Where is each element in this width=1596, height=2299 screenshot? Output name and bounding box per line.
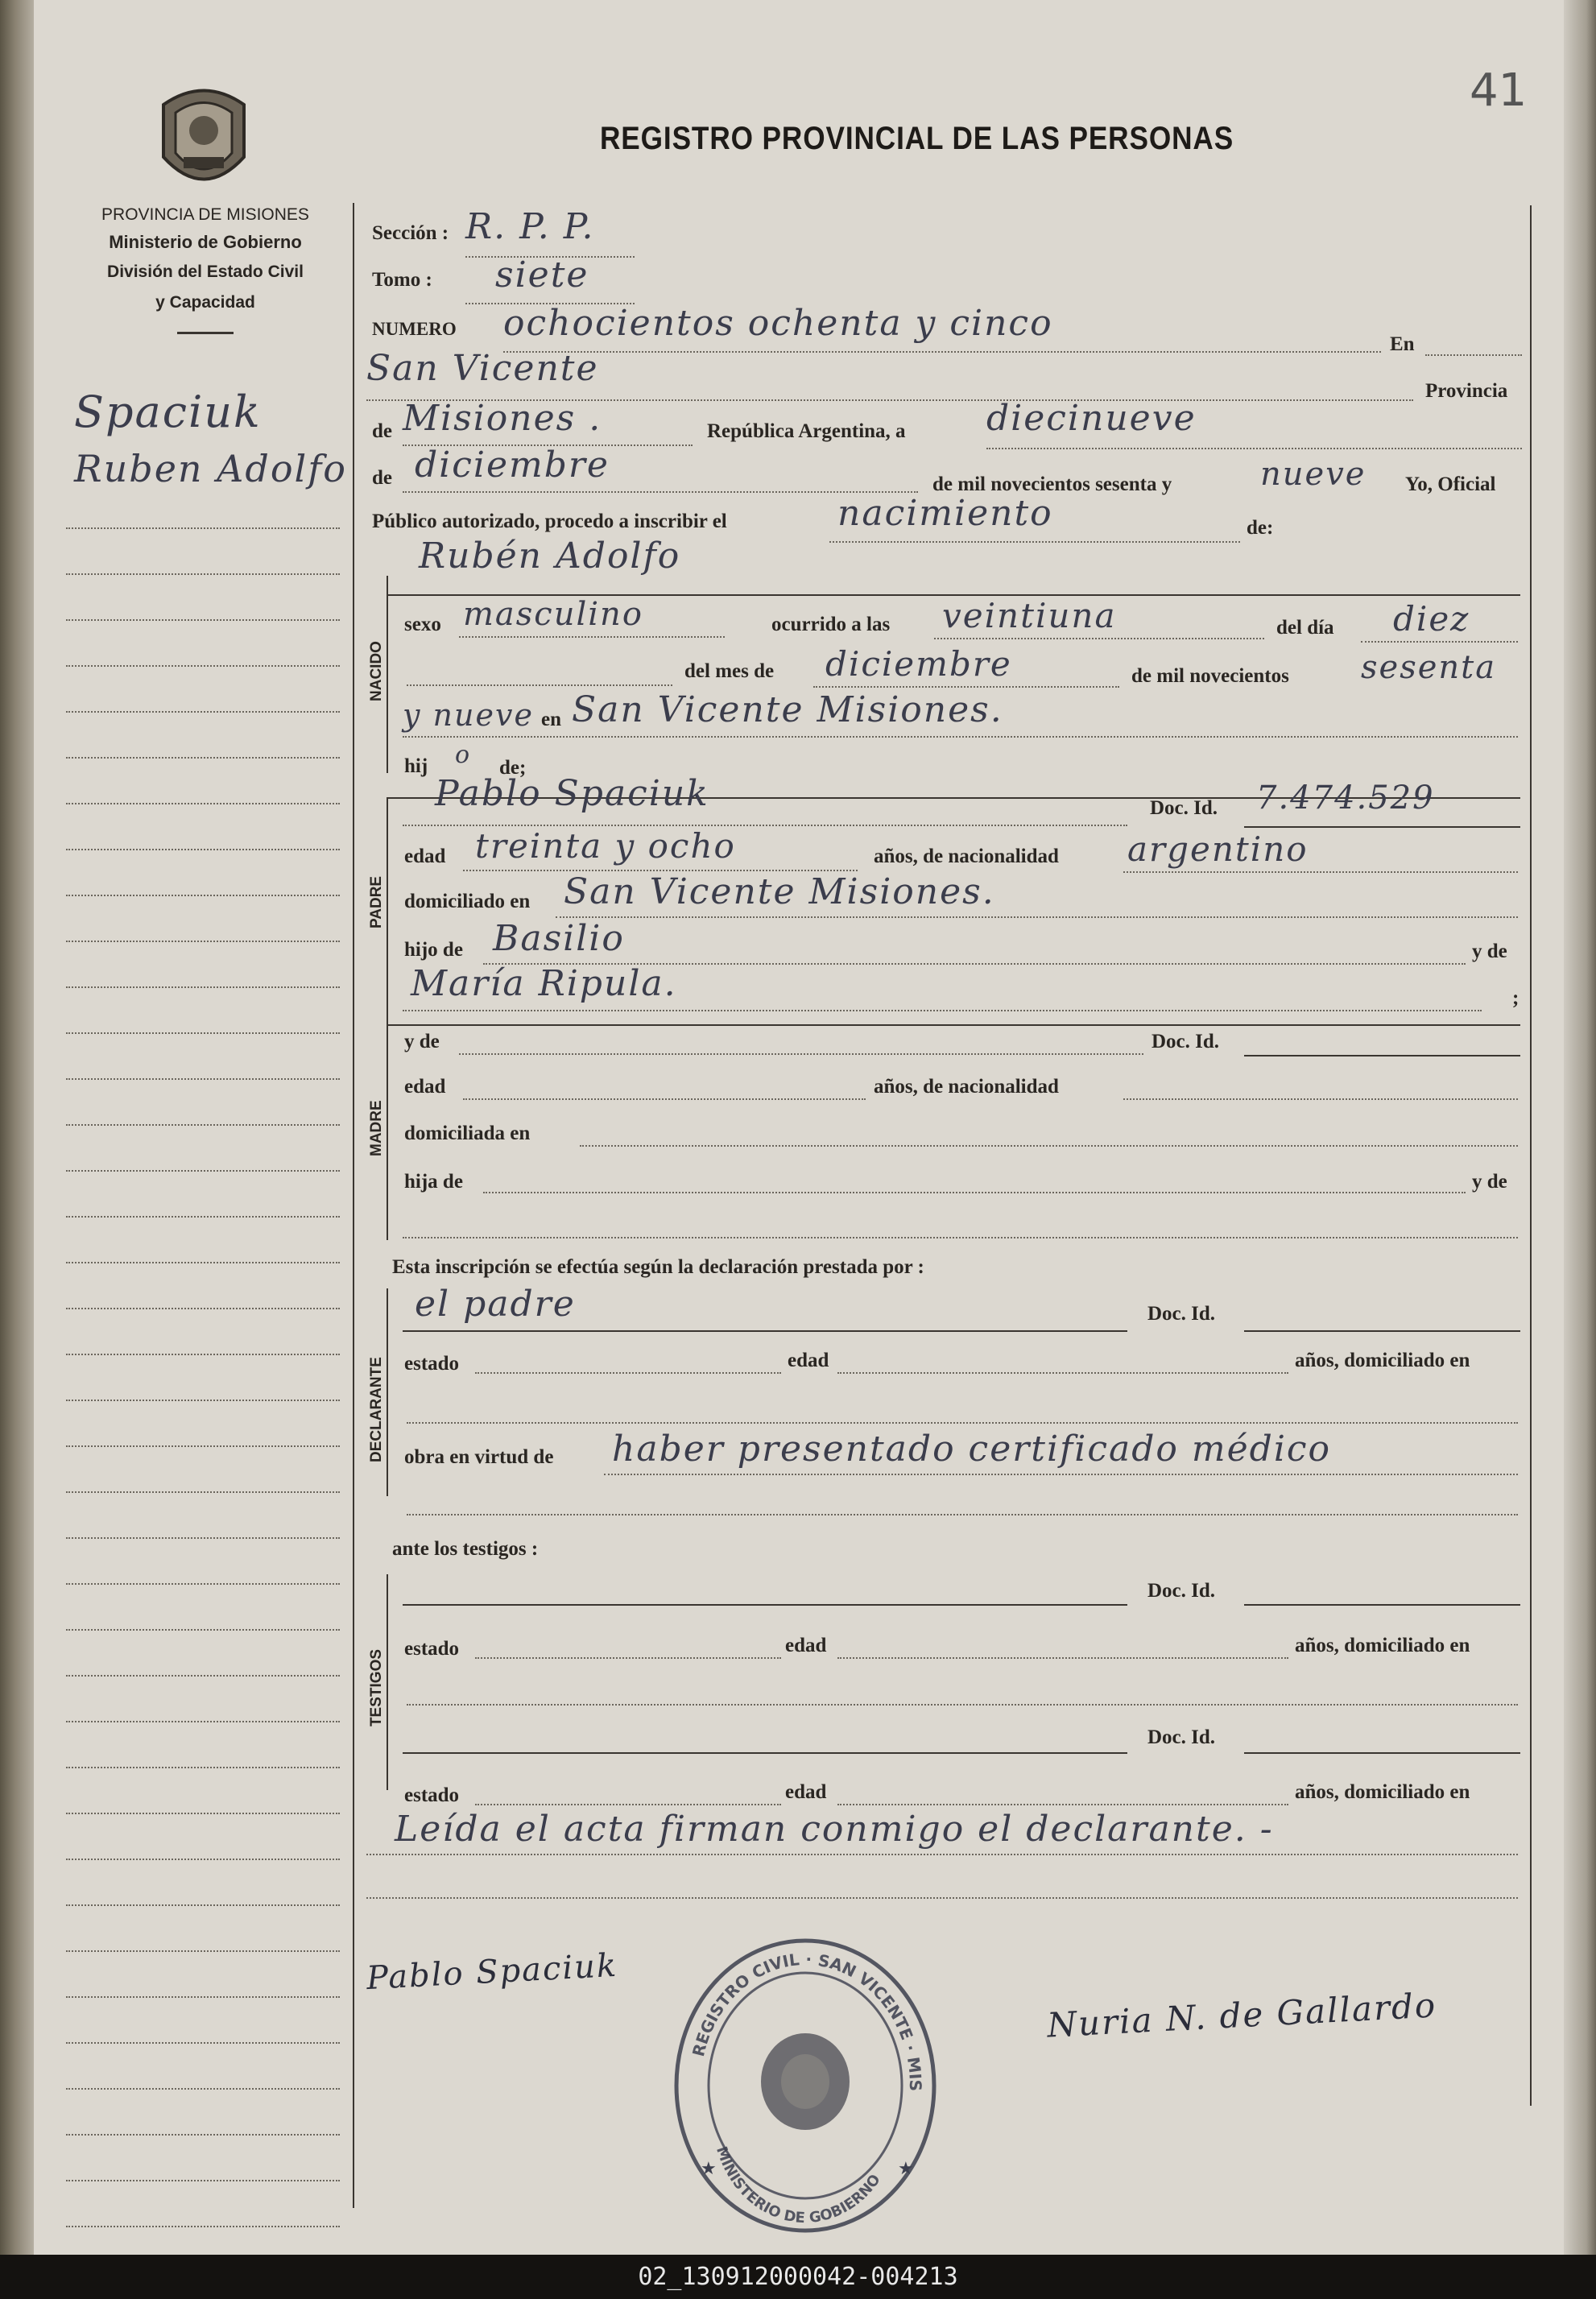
side-label-nacido: NACIDO bbox=[368, 641, 385, 701]
value-padre-nac: argentino bbox=[1127, 829, 1309, 869]
line-padre-doc bbox=[1244, 826, 1520, 828]
value-anio-nac2: y nueve bbox=[403, 697, 534, 733]
declarante-border bbox=[387, 1288, 388, 1496]
line-blank-nacido bbox=[407, 684, 672, 686]
line-padre-dom bbox=[556, 916, 1518, 918]
value-declarante: el padre bbox=[415, 1284, 576, 1325]
margin-rule bbox=[66, 1904, 340, 1906]
document-title: REGISTRO PROVINCIAL DE LAS PERSONAS bbox=[600, 121, 1234, 156]
value-padre-dom: San Vicente Misiones. bbox=[564, 871, 995, 912]
margin-rule bbox=[66, 1124, 340, 1126]
value-hij-o: o bbox=[455, 741, 472, 769]
label-de4: de; bbox=[499, 757, 527, 779]
label-edad-madre: edad bbox=[404, 1076, 446, 1098]
label-domiciliada: domiciliada en bbox=[404, 1123, 531, 1144]
line-en bbox=[1425, 354, 1522, 356]
margin-rule bbox=[66, 573, 340, 575]
label-tomo: Tomo : bbox=[372, 269, 432, 291]
label-hijo-de: hijo de bbox=[404, 939, 463, 961]
stamp-text-top: REGISTRO CIVIL · SAN VICENTE · MIS bbox=[688, 1949, 926, 2092]
line-padre-nac bbox=[1123, 871, 1518, 873]
margin-rule bbox=[66, 1308, 340, 1309]
label-de-mil2: de mil novecientos bbox=[1131, 665, 1289, 687]
header-line1: PROVINCIA DE MISIONES bbox=[101, 205, 309, 224]
line-testigo1-doc bbox=[1244, 1604, 1520, 1606]
label-publico: Público autorizado, procedo a inscribir el bbox=[372, 511, 727, 532]
label-yo-oficial: Yo, Oficial bbox=[1405, 473, 1496, 495]
margin-rule bbox=[66, 1583, 340, 1585]
margin-rule bbox=[66, 1400, 340, 1401]
margin-rule bbox=[66, 1859, 340, 1860]
value-padre-edad: treinta y ocho bbox=[475, 826, 736, 866]
margin-rule bbox=[66, 1675, 340, 1677]
margin-rule bbox=[66, 527, 340, 529]
line-numero bbox=[503, 351, 1381, 353]
line-dia bbox=[986, 448, 1522, 449]
header-line3: División del Estado Civil bbox=[107, 263, 304, 281]
label-anios-dom: años, domiciliado en bbox=[1295, 1350, 1470, 1371]
testigos-border bbox=[387, 1574, 388, 1790]
margin-rule bbox=[66, 1950, 340, 1952]
signature-declarante: Pablo Spaciuk bbox=[366, 1946, 619, 1998]
line-declarante-doc bbox=[1244, 1330, 1520, 1332]
margin-rule bbox=[66, 619, 340, 621]
line-lugar-nac bbox=[403, 736, 1518, 738]
value-dia: diecinueve bbox=[986, 398, 1197, 439]
margin-rule bbox=[66, 1767, 340, 1768]
margin-rule bbox=[66, 1216, 340, 1218]
label-del-dia: del día bbox=[1276, 617, 1334, 639]
header-rule bbox=[177, 332, 234, 334]
line-madre-edad bbox=[463, 1098, 866, 1100]
margin-rule bbox=[66, 849, 340, 850]
label-anios-nac: años, de nacionalidad bbox=[874, 846, 1059, 867]
label-numero: NUMERO bbox=[372, 319, 457, 339]
label-de-mil: de mil novecientos sesenta y bbox=[932, 473, 1172, 495]
official-seal-stamp bbox=[668, 1933, 942, 2239]
value-abuela: María Ripula. bbox=[411, 963, 677, 1004]
margin-rule bbox=[66, 1721, 340, 1722]
margin-rule bbox=[66, 1032, 340, 1034]
margin-rule bbox=[66, 1078, 340, 1080]
side-label-testigos: TESTIGOS bbox=[368, 1648, 385, 1727]
label-doc-id-t1: Doc. Id. bbox=[1147, 1580, 1216, 1602]
value-obra: haber presentado certificado médico bbox=[612, 1429, 1332, 1470]
value-seccion: R. P. P. bbox=[465, 206, 595, 247]
line-madre-blank bbox=[403, 1237, 1518, 1238]
margin-rule bbox=[66, 1170, 340, 1172]
label-edad-padre: edad bbox=[404, 846, 446, 867]
margin-rule bbox=[66, 1354, 340, 1355]
header-line2: Ministerio de Gobierno bbox=[109, 232, 302, 252]
label-doc-id-decl: Doc. Id. bbox=[1147, 1303, 1216, 1325]
value-mes: diciembre bbox=[415, 445, 610, 486]
form-right-border bbox=[1530, 205, 1532, 2106]
label-domiciliado: domiciliado en bbox=[404, 891, 531, 912]
line-madre-padres bbox=[483, 1192, 1466, 1193]
label-estado-t2: estado bbox=[404, 1784, 460, 1806]
label-estado-t1: estado bbox=[404, 1638, 460, 1660]
line-testigo2-doc bbox=[1244, 1752, 1520, 1754]
value-padre: Pablo Spaciuk bbox=[435, 773, 709, 814]
label-hij: hij bbox=[404, 755, 428, 777]
margin-rule bbox=[66, 711, 340, 713]
margin-rule bbox=[66, 1996, 340, 1998]
value-mes-nac: diciembre bbox=[825, 644, 1012, 684]
line-estado-t2 bbox=[475, 1804, 781, 1805]
line-dom-t1 bbox=[407, 1704, 1518, 1706]
side-label-madre: MADRE bbox=[368, 1100, 385, 1156]
svg-text:★: ★ bbox=[898, 2158, 914, 2178]
label-del-mes: del mes de bbox=[684, 660, 775, 682]
line-cierre2 bbox=[366, 1897, 1518, 1899]
margin-rule bbox=[66, 2042, 340, 2044]
label-doc-id-padre: Doc. Id. bbox=[1150, 797, 1218, 819]
label-y-de: y de bbox=[1472, 941, 1507, 962]
line-madre-dom bbox=[580, 1145, 1518, 1147]
value-anio: nueve bbox=[1260, 456, 1367, 493]
line-cierre bbox=[366, 1854, 1518, 1855]
line-decl-dom bbox=[407, 1422, 1518, 1424]
margin-rule bbox=[66, 2134, 340, 2136]
label-de3: de: bbox=[1247, 517, 1274, 539]
value-hora: veintiuna bbox=[942, 596, 1117, 635]
margin-rule bbox=[66, 803, 340, 804]
value-cierre: Leída el acta firman conmigo el declarante. - bbox=[395, 1809, 1274, 1850]
label-anios-dom-t1: años, domiciliado en bbox=[1295, 1635, 1470, 1656]
line-madre-doc bbox=[1244, 1055, 1520, 1056]
label-obra: obra en virtud de bbox=[404, 1446, 554, 1468]
line-testigo1 bbox=[403, 1604, 1127, 1606]
label-edad-t2: edad bbox=[785, 1781, 827, 1803]
svg-text:★: ★ bbox=[701, 2158, 717, 2178]
margin-rule bbox=[66, 665, 340, 667]
margin-surname: Spaciuk bbox=[74, 387, 262, 437]
line-obra-blank bbox=[407, 1514, 1518, 1515]
folio-number: 41 bbox=[1470, 64, 1528, 117]
label-y-de2: y de bbox=[1472, 1171, 1507, 1193]
value-provincia: Misiones . bbox=[403, 398, 602, 439]
line-edad-decl bbox=[837, 1372, 1288, 1374]
margin-rule bbox=[66, 1262, 340, 1263]
label-y-de-madre: y de bbox=[404, 1031, 440, 1052]
value-sexo: masculino bbox=[463, 596, 643, 633]
label-de: de bbox=[372, 420, 392, 442]
margin-rule bbox=[66, 1537, 340, 1539]
label-ante-testigos: ante los testigos : bbox=[392, 1538, 539, 1560]
line-sexo bbox=[459, 636, 725, 638]
label-doc-id-madre: Doc. Id. bbox=[1152, 1031, 1220, 1052]
rule-padre-end bbox=[387, 1024, 1520, 1026]
line-obra bbox=[604, 1474, 1518, 1475]
margin-rule bbox=[66, 1491, 340, 1493]
line-edad-t2 bbox=[837, 1804, 1288, 1805]
value-abuelo: Basilio bbox=[493, 918, 625, 959]
line-madre-nac bbox=[1123, 1098, 1518, 1100]
line-edad-t1 bbox=[837, 1657, 1288, 1659]
line-mes-nac bbox=[813, 686, 1119, 688]
label-anios-nac-madre: años, de nacionalidad bbox=[874, 1076, 1059, 1098]
label-en: En bbox=[1390, 333, 1415, 355]
svg-text:MINISTERIO DE GOBIERNO bbox=[713, 2144, 884, 2227]
value-lugar-nac: San Vicente Misiones. bbox=[572, 689, 1003, 730]
value-tomo: siete bbox=[495, 254, 589, 296]
label-ocurrido: ocurrido a las bbox=[771, 614, 891, 635]
value-lugar: San Vicente bbox=[366, 348, 599, 389]
nacido-border bbox=[387, 576, 388, 773]
margin-rule bbox=[66, 986, 340, 988]
line-estado-t1 bbox=[475, 1657, 781, 1659]
label-sexo: sexo bbox=[404, 614, 441, 635]
margin-rule bbox=[66, 1445, 340, 1447]
label-de2: de bbox=[372, 467, 392, 489]
margin-rule bbox=[66, 1813, 340, 1814]
label-edad-decl: edad bbox=[788, 1350, 829, 1371]
margin-rule bbox=[66, 2088, 340, 2090]
signature-oficial: Nuria N. de Gallardo bbox=[1046, 1985, 1438, 2045]
stamp-text-bottom: MINISTERIO DE GOBIERNO bbox=[713, 2144, 884, 2227]
line-declarante bbox=[403, 1330, 1127, 1332]
margin-rule bbox=[66, 2180, 340, 2181]
madre-border bbox=[387, 1024, 388, 1240]
label-provincia: Provincia bbox=[1425, 380, 1508, 402]
margin-rule bbox=[66, 1629, 340, 1631]
side-label-declarante: DECLARANTE bbox=[368, 1357, 385, 1462]
margin-rule bbox=[66, 2226, 340, 2227]
value-numero: ochocientos ochenta y cinco bbox=[503, 303, 1053, 344]
value-anio-nac: sesenta bbox=[1361, 649, 1497, 686]
book-spine bbox=[0, 0, 34, 2255]
margin-rule bbox=[66, 895, 340, 896]
line-hora bbox=[934, 638, 1264, 639]
label-hija-de: hija de bbox=[404, 1171, 463, 1193]
value-acto: nacimiento bbox=[837, 493, 1053, 534]
margin-rule bbox=[66, 941, 340, 942]
value-dia-nac: diez bbox=[1393, 599, 1470, 639]
page-edge bbox=[1564, 0, 1596, 2255]
line-testigo2 bbox=[403, 1752, 1127, 1754]
line-madre bbox=[459, 1053, 1143, 1055]
label-estado: estado bbox=[404, 1353, 460, 1375]
margin-given-names: Ruben Adolfo bbox=[74, 447, 347, 490]
form-left-border bbox=[353, 203, 354, 2208]
label-anios-dom-t2: años, domiciliado en bbox=[1295, 1781, 1470, 1803]
padre-border bbox=[387, 797, 388, 1024]
value-nombre: Rubén Adolfo bbox=[419, 535, 681, 577]
line-dia-nac bbox=[1361, 641, 1518, 643]
margin-rule bbox=[66, 757, 340, 759]
line-estado bbox=[475, 1372, 781, 1374]
side-label-padre: PADRE bbox=[368, 875, 385, 928]
line-acto bbox=[829, 541, 1240, 543]
label-seccion: Sección : bbox=[372, 222, 449, 244]
line-abuela bbox=[403, 1010, 1482, 1011]
label-republica: República Argentina, a bbox=[707, 420, 906, 442]
provincial-coat-of-arms bbox=[151, 81, 256, 201]
label-en2: en bbox=[541, 709, 561, 730]
value-padre-doc: 7.474.529 bbox=[1256, 779, 1435, 817]
label-semicolon: ; bbox=[1512, 987, 1520, 1009]
header-line4: y Capacidad bbox=[155, 293, 255, 312]
label-doc-id-t2: Doc. Id. bbox=[1147, 1726, 1216, 1748]
label-edad-t1: edad bbox=[785, 1635, 827, 1656]
label-esta-inscripcion: Esta inscripción se efectúa según la declaración prestada por : bbox=[392, 1256, 924, 1278]
scan-identifier: 02_130912000042-004213 bbox=[0, 2255, 1596, 2299]
